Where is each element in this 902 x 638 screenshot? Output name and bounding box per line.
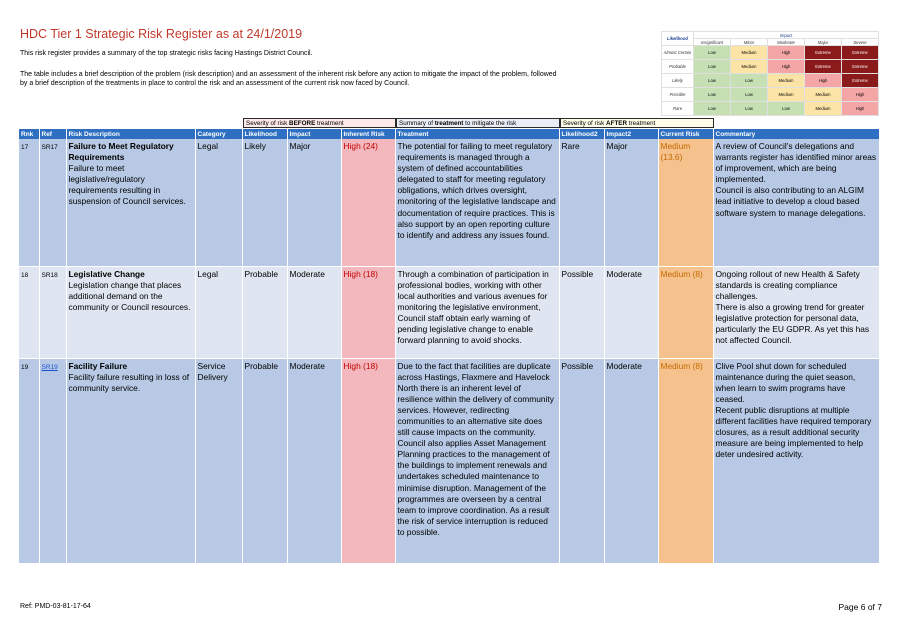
cell-current-risk: Medium (8)	[658, 358, 713, 563]
group-text: Severity of risk	[563, 120, 607, 127]
matrix-cell: Medium	[731, 46, 768, 60]
cell-impact: Moderate	[287, 358, 341, 563]
risk-title: Failure to Meet Regulatory Requirements	[68, 141, 174, 163]
group-text: Severity of risk	[246, 120, 290, 127]
matrix-cell: Medium	[768, 88, 805, 102]
cell-impact2: Major	[604, 139, 658, 266]
group-text: to mitigate the risk	[463, 120, 517, 127]
matrix-impact-label: Impact	[694, 32, 879, 39]
matrix-cell: Medium	[731, 60, 768, 74]
matrix-cell: Low	[731, 102, 768, 116]
matrix-cell: Extreme	[842, 46, 879, 60]
col-rnk: Rnk	[19, 129, 39, 139]
risk-text: Failure to meet legislative/regulatory requirements resulting in suspension of Council services.	[68, 163, 186, 207]
matrix-cell: High	[805, 74, 842, 88]
cell-risk-description	[66, 266, 195, 358]
risk-register-table	[19, 129, 880, 564]
cell-risk-description	[66, 139, 195, 266]
group-header-after	[560, 118, 714, 128]
table-row	[19, 358, 879, 563]
cell-commentary: Clive Pool shut down for scheduled maintenance during the quiet season, when learn to swim programs have ceased. Recent public disruptions at multiple different facilities have required temporary closures, as a result additional security measure are being implemented to help deter undesired activity.	[713, 358, 879, 563]
matrix-row-label: Likely	[662, 74, 694, 88]
cell-inherent-risk: High (18)	[341, 266, 395, 358]
matrix-col: Severe	[842, 39, 879, 46]
group-text-bold: treatment	[434, 120, 464, 127]
matrix-cell: Low	[694, 88, 731, 102]
col-impact: Impact	[287, 129, 341, 139]
group-header-treatment	[396, 118, 560, 128]
matrix-cell: High	[768, 60, 805, 74]
cell-likelihood: Likely	[242, 139, 287, 266]
matrix-cell: Medium	[768, 74, 805, 88]
matrix-row-label: Rare	[662, 102, 694, 116]
matrix-row-label: Possible	[662, 88, 694, 102]
col-ref: Ref	[39, 129, 66, 139]
cell-likelihood: Probable	[242, 266, 287, 358]
page-title: HDC Tier 1 Strategic Risk Register as at 24/1/2019	[20, 27, 303, 41]
matrix-cell: Low	[768, 102, 805, 116]
cell-ref: SR18	[39, 266, 66, 358]
matrix-col: Insignificant	[694, 39, 731, 46]
cell-likelihood2: Possible	[559, 358, 604, 563]
matrix-cell: Low	[731, 88, 768, 102]
matrix-cell: Extreme	[805, 46, 842, 60]
risk-matrix	[661, 31, 879, 116]
matrix-cell: Extreme	[842, 74, 879, 88]
cell-commentary: A review of Council's delegations and warrants register has identified minor areas of improvement, which are being implemented. Council is also contributing to an ALGIM lead initiative to develop a cloud based software system to manage delegations.	[713, 139, 879, 266]
cell-impact: Moderate	[287, 266, 341, 358]
matrix-cell: Extreme	[805, 60, 842, 74]
cell-risk-description	[66, 358, 195, 563]
matrix-col: Moderate	[768, 39, 805, 46]
col-likelihood2: Likelihood2	[559, 129, 604, 139]
col-category: Category	[195, 129, 242, 139]
cell-current-risk: Medium (8)	[658, 266, 713, 358]
col-risk-description: Risk Description	[66, 129, 195, 139]
group-text: treatment	[627, 120, 656, 127]
col-impact2: Impact2	[604, 129, 658, 139]
cell-ref	[39, 358, 66, 563]
matrix-cell: Low	[731, 74, 768, 88]
matrix-cell: Low	[694, 46, 731, 60]
cell-treatment: Due to the fact that facilities are duplicate across Hastings, Flaxmere and Havelock North there is an inherent level of resilience within the delivery of community services. However, redirecting communities to an alternative site does still cause impacts on the community. Council also applies Asset Management Planning practices to the management of the buildings to implement renewals and undertakes scheduled maintenance to minimise disruption. Management of the programmes are overseen by a central team to improve coordination. As a result the risk of service interruption is reduced to possible.	[395, 358, 559, 563]
cell-inherent-risk: High (24)	[341, 139, 395, 266]
cell-current-risk: Medium (13.6)	[658, 139, 713, 266]
matrix-cell: Medium	[805, 102, 842, 116]
cell-rnk: 19	[19, 358, 39, 563]
group-header-before	[243, 118, 396, 128]
col-treatment: Treatment	[395, 129, 559, 139]
cell-rnk: 18	[19, 266, 39, 358]
matrix-likelihood-label: Likelihood	[662, 32, 694, 46]
col-inherent-risk: Inherent Risk	[341, 129, 395, 139]
cell-likelihood2: Possible	[559, 266, 604, 358]
cell-impact2: Moderate	[604, 358, 658, 563]
cell-category: Legal	[195, 266, 242, 358]
footer-reference: Ref: PMD-03-81-17-64	[20, 603, 91, 610]
col-likelihood: Likelihood	[242, 129, 287, 139]
matrix-cell: Extreme	[842, 60, 879, 74]
cell-category: Legal	[195, 139, 242, 266]
matrix-cell: Low	[694, 74, 731, 88]
cell-rnk: 17	[19, 139, 39, 266]
group-text-bold: AFTER	[606, 120, 628, 127]
matrix-cell: High	[842, 102, 879, 116]
cell-category: Service Delivery	[195, 358, 242, 563]
intro-text: This risk register provides a summary of the top strategic risks facing Hastings District Council.	[20, 50, 313, 57]
cell-inherent-risk: High (18)	[341, 358, 395, 563]
intro-description: The table includes a brief description of the problem (risk description) and an assessment of the inherent risk before any action to mitigate the impact of the problem, followed by a brief description of the treatments in place to control the risk and an assessment of the current risk now faced by Council.	[20, 71, 557, 88]
group-text-bold: BEFORE	[289, 120, 316, 127]
matrix-col: Major	[805, 39, 842, 46]
risk-title: Legislative Change	[68, 268, 145, 279]
cell-treatment: The potential for failing to meet regulatory requirements is managed through a system of defined accountabilities delegated to staff for meeting regulatory obligations, which drives oversight, monitoring of the legislative landscape and documentation of require practices. This is also support by an open reporting culture to identify and address any issues found.	[395, 139, 559, 266]
cell-treatment: Through a combination of participation in professional bodies, working with other local authorities and various avenues for monitoring the legislative environment, Council staff obtain early warning of pending legislative change to enable forward planning to avoid shocks.	[395, 266, 559, 358]
cell-impact2: Moderate	[604, 266, 658, 358]
col-current-risk: Current Risk	[658, 129, 713, 139]
group-text: treatment	[315, 120, 344, 127]
cell-impact: Major	[287, 139, 341, 266]
ref-link[interactable]: SR19	[41, 363, 58, 371]
group-text: Summary of	[399, 120, 435, 127]
cell-likelihood2: Rare	[559, 139, 604, 266]
matrix-cell: Low	[694, 60, 731, 74]
table-header-row	[19, 129, 879, 139]
cell-likelihood: Probable	[242, 358, 287, 563]
matrix-row-label: Almost Certain	[662, 46, 694, 60]
matrix-row-label: Probable	[662, 60, 694, 74]
matrix-cell: High	[768, 46, 805, 60]
col-commentary: Commentary	[713, 129, 879, 139]
table-row	[19, 266, 879, 358]
cell-commentary: Ongoing rollout of new Health & Safety standards is creating compliance challenges. There is also a growing trend for greater legislative protection for personal data, particularly the EU GDPR. As yet this has not affected Council.	[713, 266, 879, 358]
matrix-cell: Low	[694, 102, 731, 116]
risk-text: Facility failure resulting in loss of community service.	[68, 371, 190, 393]
matrix-cell: High	[842, 88, 879, 102]
table-row	[19, 139, 879, 266]
risk-text: Legislation change that places additional demand on the community or Council resources.	[68, 279, 191, 312]
matrix-cell: Medium	[805, 88, 842, 102]
cell-ref: SR17	[39, 139, 66, 266]
page-number: Page 6 of 7	[838, 602, 882, 612]
matrix-col: Minor	[731, 39, 768, 46]
risk-title: Facility Failure	[68, 360, 128, 371]
